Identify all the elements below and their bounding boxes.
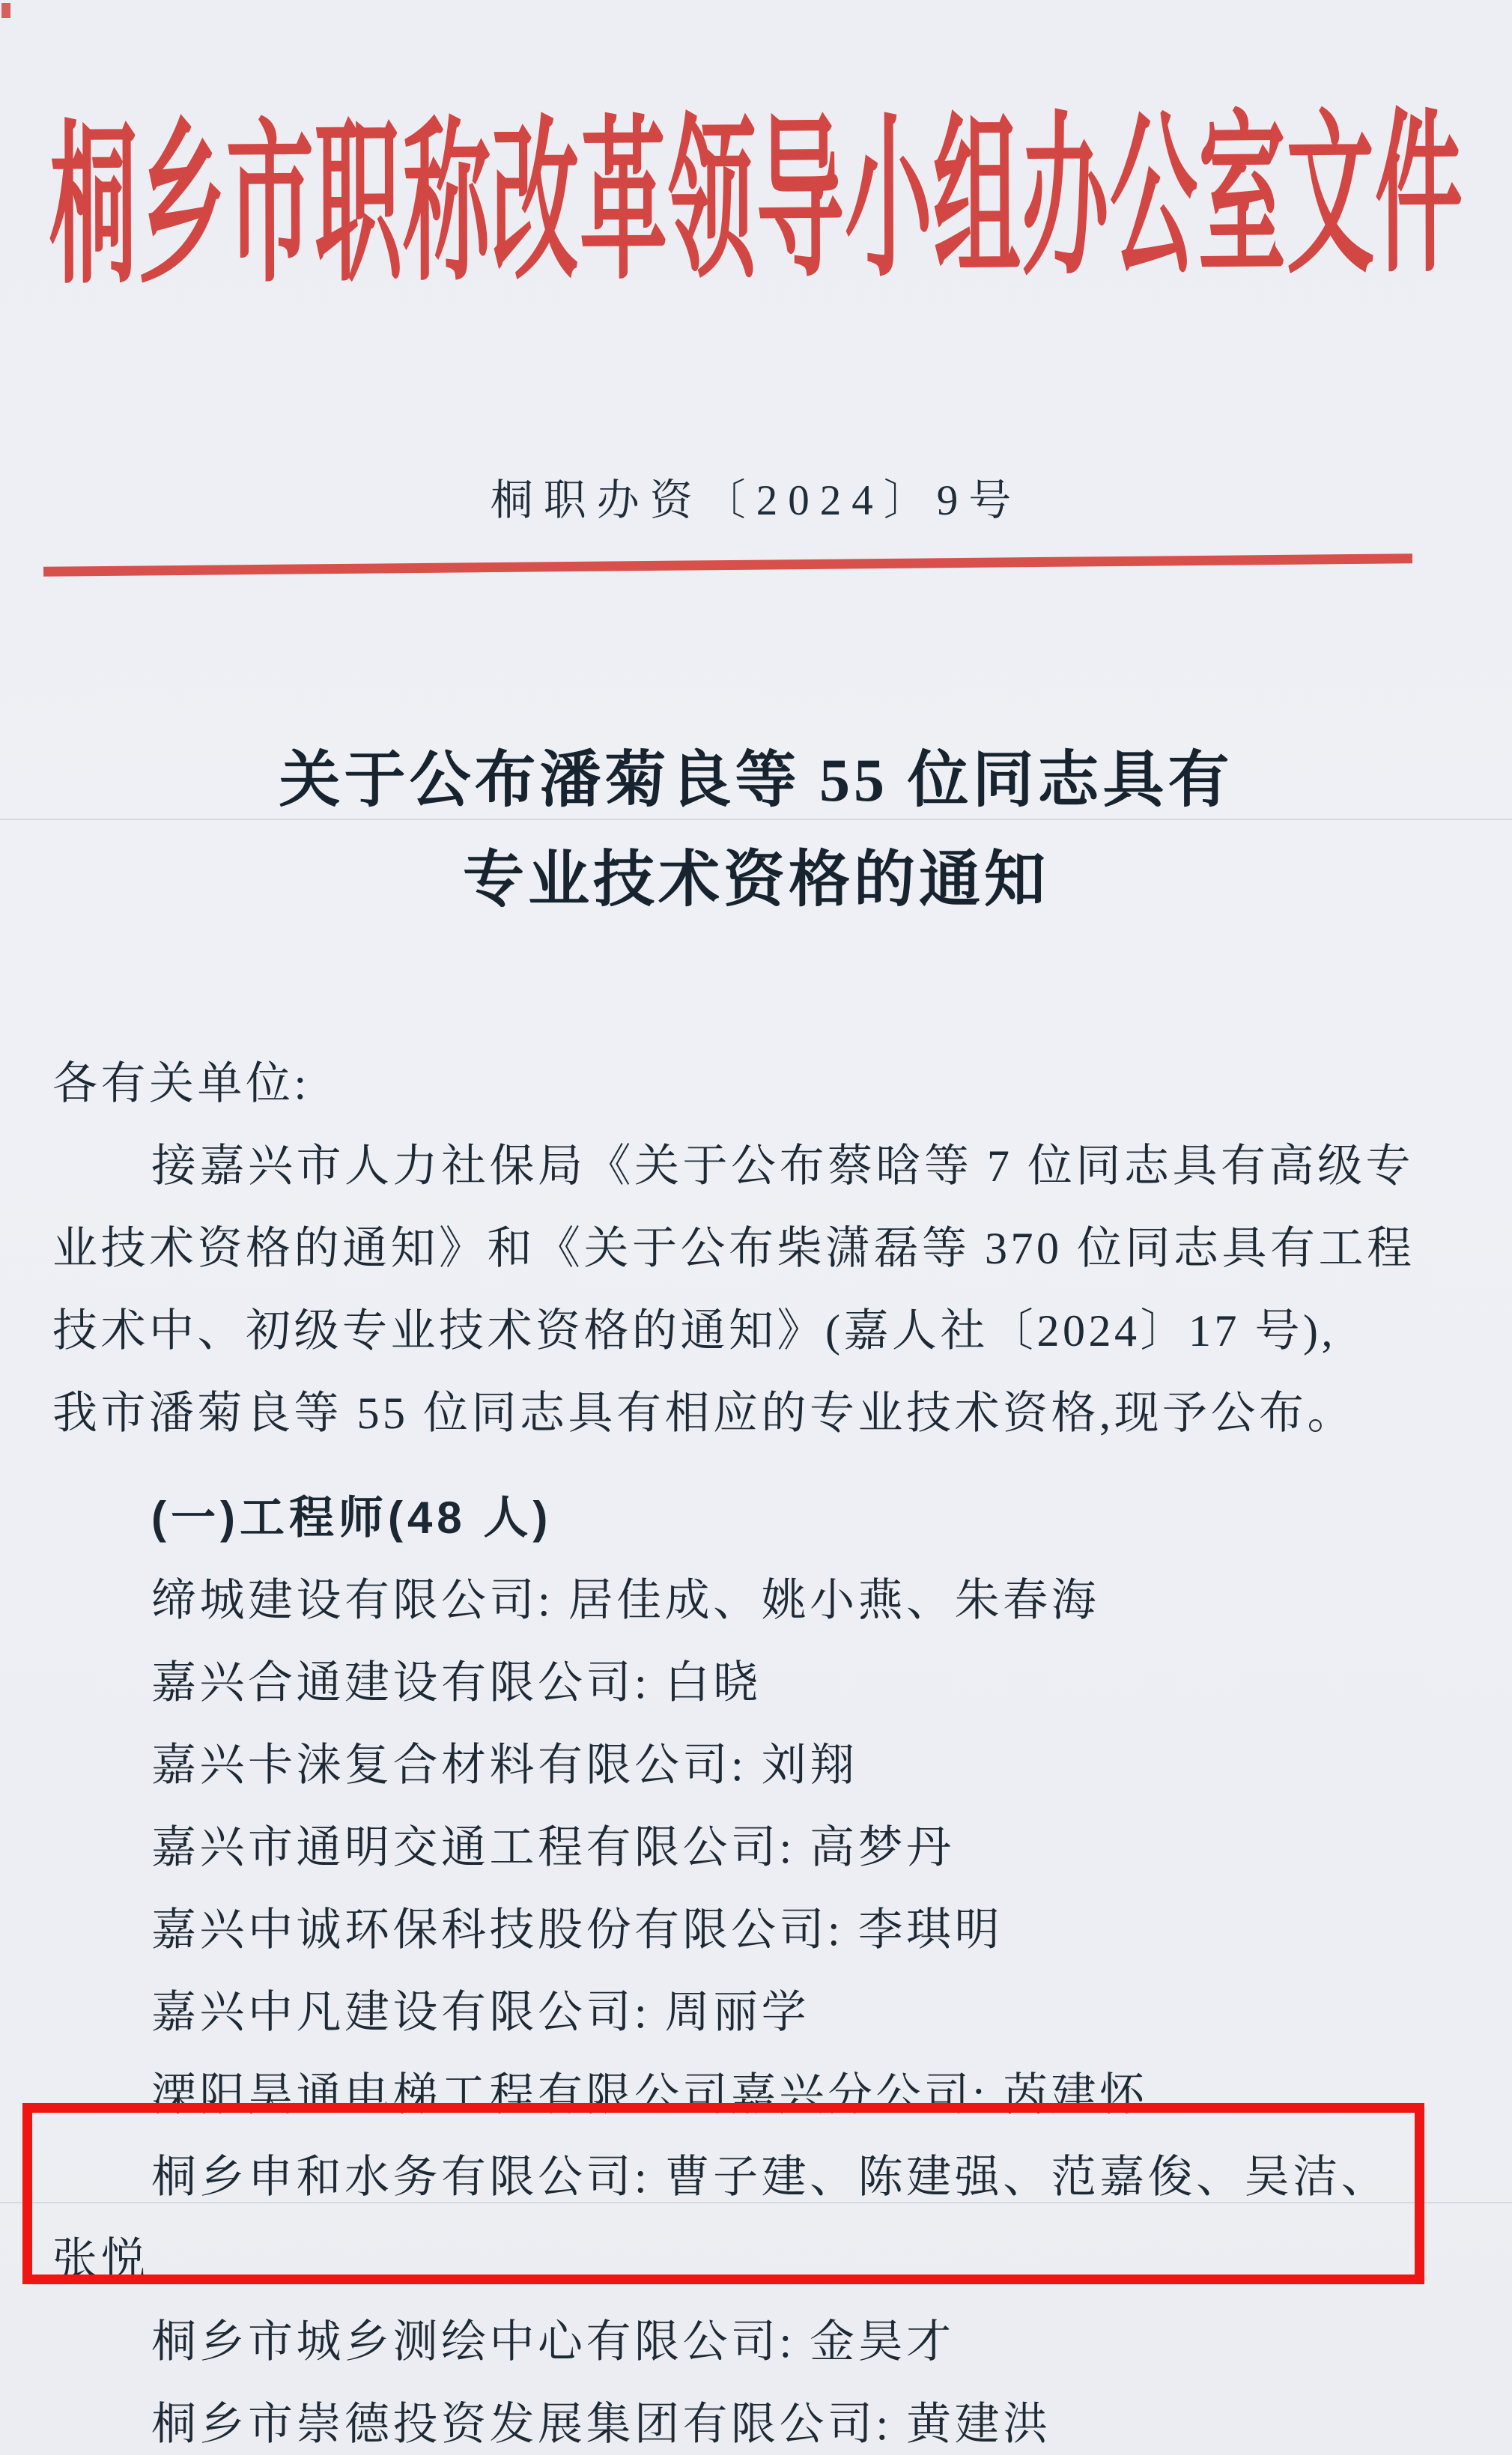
body-line: 技术中、初级专业技术资格的通知》(嘉人社〔2024〕17 号), <box>52 1306 1336 1356</box>
body-line: (一)工程师(48 人) <box>151 1493 553 1543</box>
body-line: 嘉兴合通建设有限公司: 白晓 <box>151 1658 762 1708</box>
body-line: 接嘉兴市人力社保局《关于公布蔡晗等 7 位同志具有高级专 <box>151 1141 1414 1191</box>
document-title <box>0 730 1512 929</box>
body-line: 溧阳昊通电梯工程有限公司嘉兴分公司: 芮建怀 <box>151 2070 1148 2119</box>
document-title-line2: 专业技术资格的通知 <box>462 846 1049 914</box>
body-line: 业技术资格的通知》和《关于公布柴潇磊等 370 位同志具有工程 <box>52 1224 1415 1273</box>
body-line-highlighted: 张悦 <box>52 2235 149 2284</box>
body-line: 我市潘菊良等 55 位同志具有相应的专业技术资格,现予公布。 <box>52 1389 1355 1438</box>
body-line: 桐乡市城乡测绘中心有限公司: 金昊才 <box>151 2317 955 2367</box>
body-line-highlighted: 桐乡申和水务有限公司: 曹子建、陈建强、范嘉俊、吴洁、 <box>151 2152 1390 2202</box>
body-line: 嘉兴市通明交通工程有限公司: 高梦丹 <box>151 1823 955 1872</box>
red-divider-rule <box>43 553 1412 577</box>
body-line: 嘉兴中凡建设有限公司: 周丽学 <box>151 1988 810 2037</box>
document-title-line1: 关于公布潘菊良等 55 位同志具有 <box>279 746 1233 814</box>
body-line: 各有关单位: <box>52 1059 310 1108</box>
scan-artifact-red-mark <box>1 3 10 18</box>
body-line: 缔城建设有限公司: 居佳成、姚小燕、朱春海 <box>151 1576 1100 1625</box>
doc-number: 桐职办资〔2024〕9号 <box>490 477 1022 524</box>
agency-header-title: 桐乡市职称改革领导小组办公室文件 <box>49 100 1464 306</box>
highlight-box <box>22 2103 1424 2284</box>
body-line: 桐乡市崇德投资发展集团有限公司: 黄建洪 <box>151 2400 1051 2449</box>
scan-artifact-line <box>0 819 1512 820</box>
body-line: 嘉兴中诚环保科技股份有限公司: 李琪明 <box>151 1905 1004 1955</box>
body-line: 嘉兴卡涞复合材料有限公司: 刘翔 <box>151 1741 858 1790</box>
